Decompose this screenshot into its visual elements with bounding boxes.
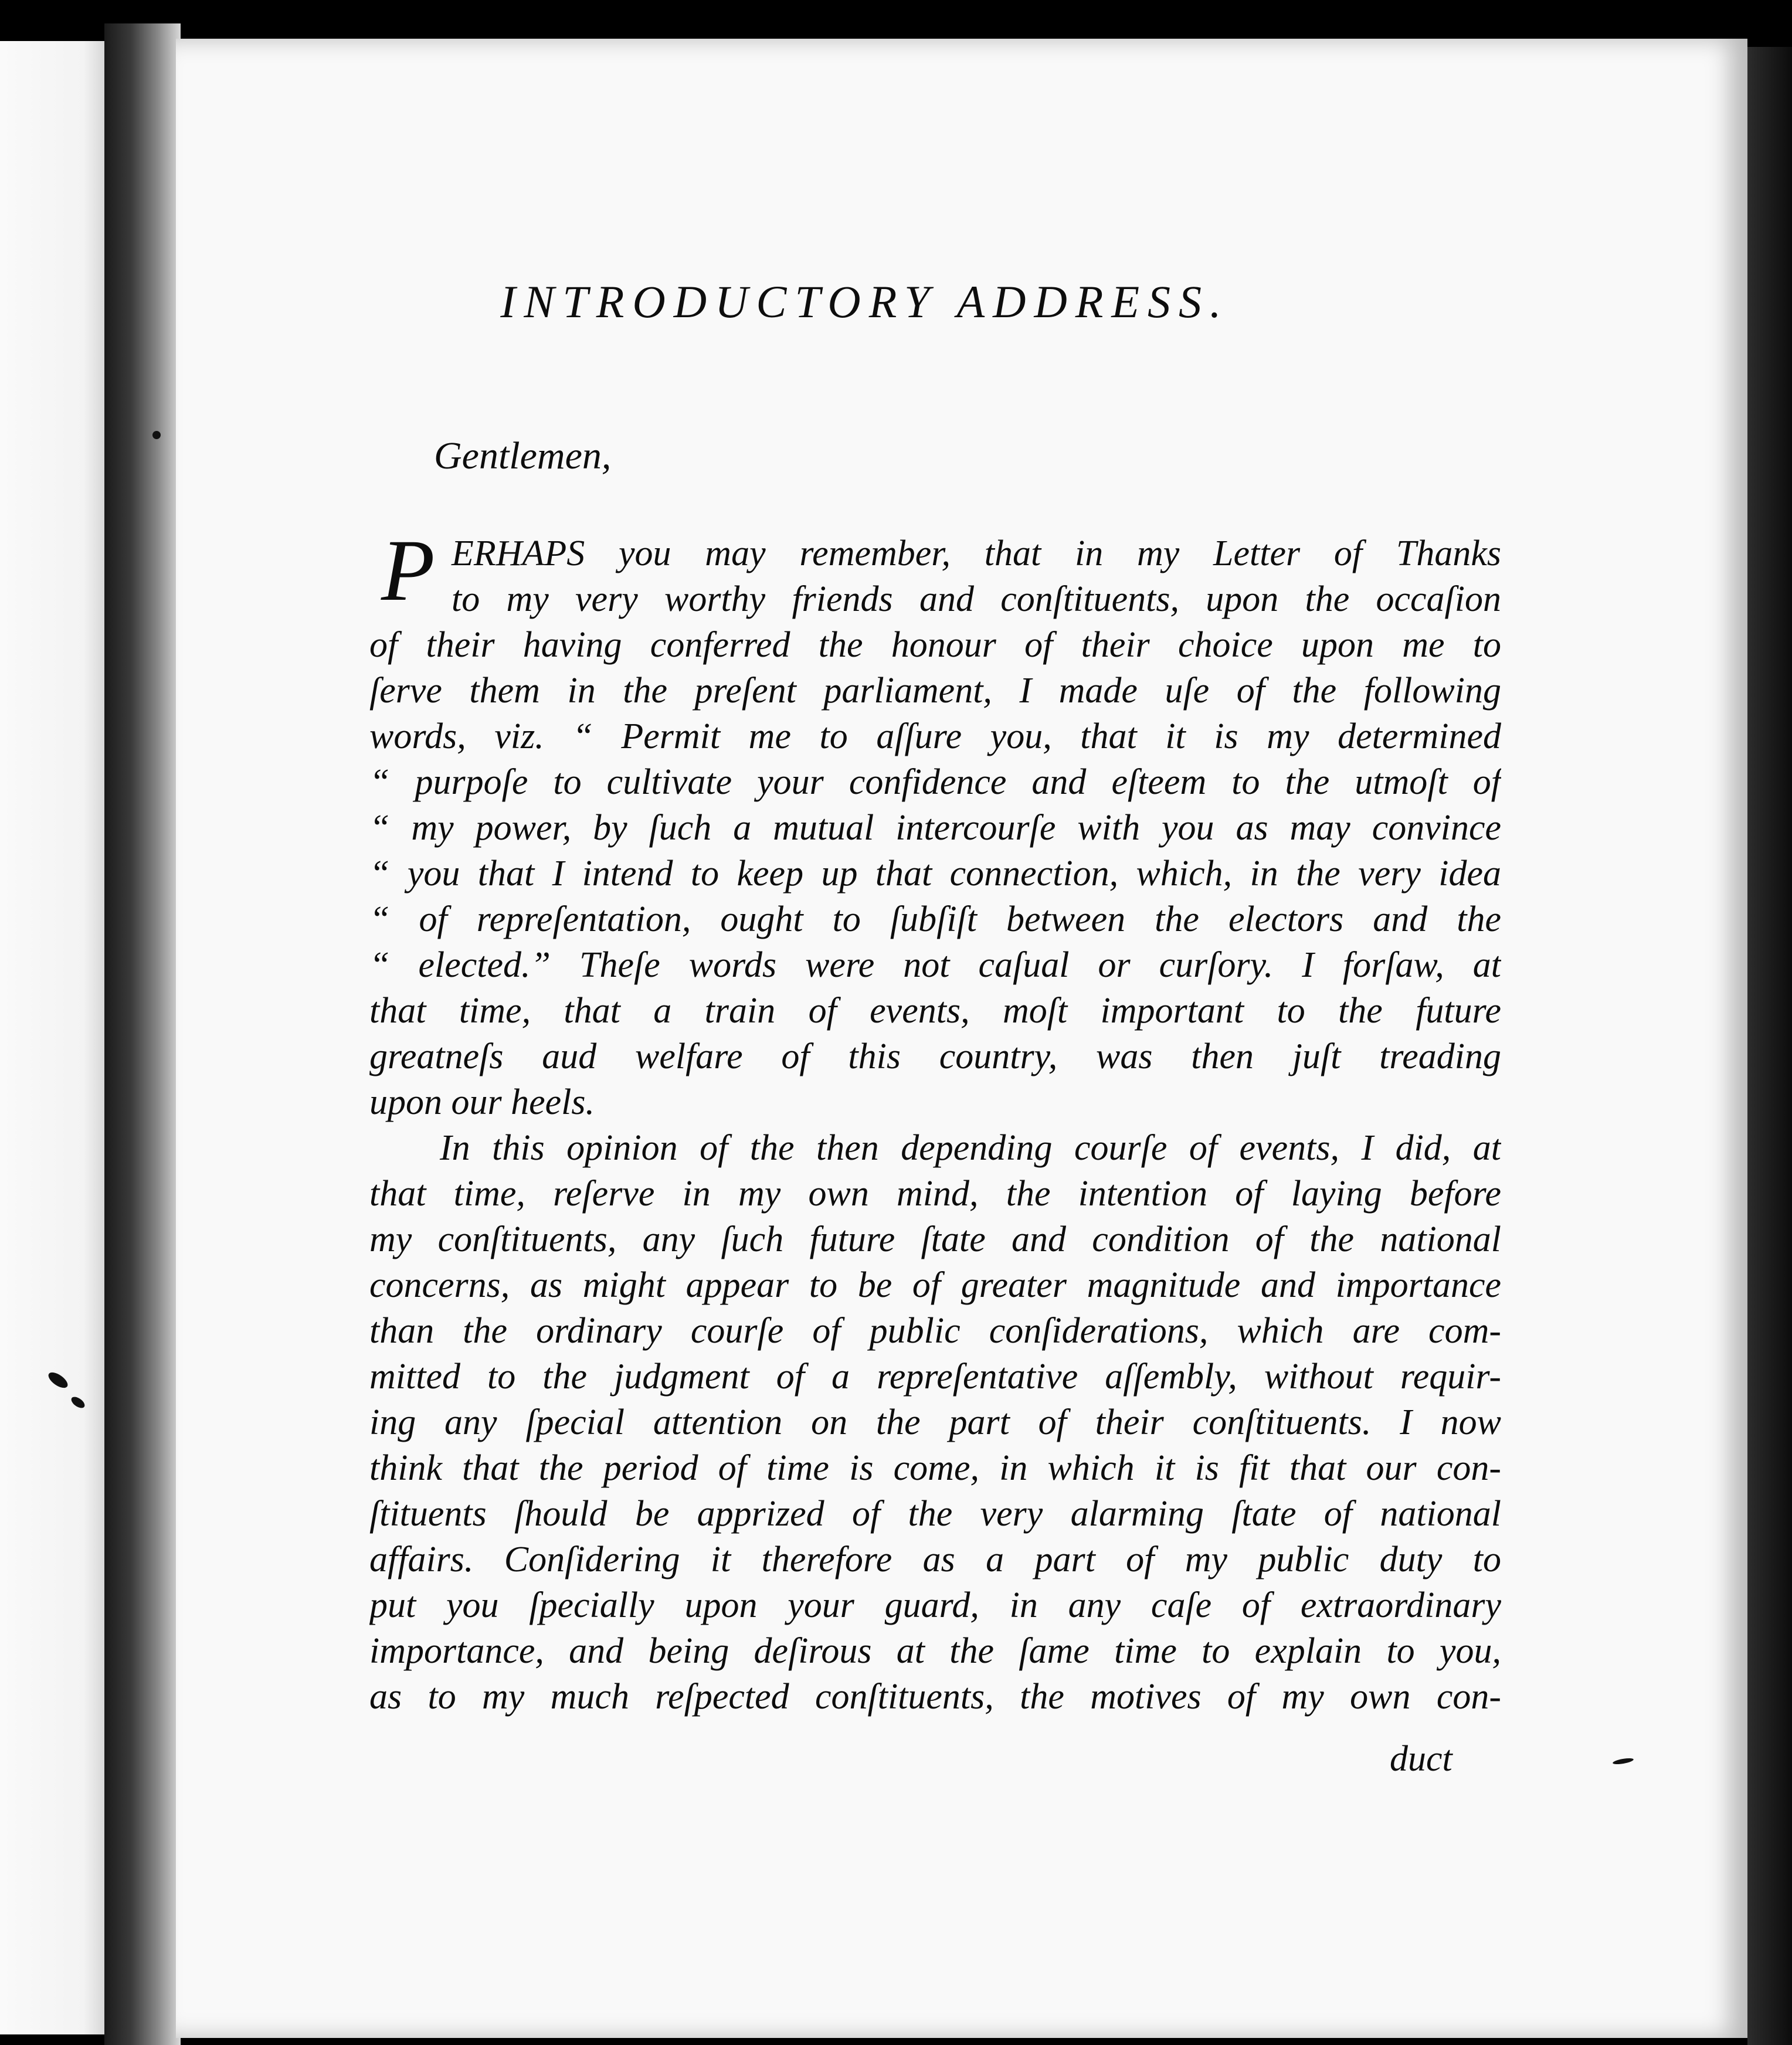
text-line: “ elected.” Theſe words were not caſual or curſory. I forſaw, at [369, 945, 1501, 985]
text-line: “ you that I intend to keep up that connection, which, in the very idea [369, 854, 1501, 894]
text-line: to my very worthy friends and conſtituents, upon the occaſion [452, 579, 1501, 619]
text-line: ing any ſpecial attention on the part of their conſtituents. I now [369, 1402, 1501, 1442]
text-line: ERHAPS you may remember, that in my Letter of Thanks [452, 534, 1501, 573]
text-line: think that the period of time is come, in which it is fit that our con- [369, 1448, 1501, 1488]
text-line: words, viz. “ Permit me to aſſure you, that it is my determined [369, 716, 1501, 756]
text-line: than the ordinary courſe of public conſiderations, which are com- [369, 1311, 1501, 1351]
text-line: put you ſpecially upon your guard, in any caſe of extraordinary [369, 1585, 1501, 1625]
text-line: mitted to the judgment of a repreſentative aſſembly, without requir- [369, 1357, 1501, 1397]
text-line: upon our heels. [369, 1082, 595, 1122]
drop-cap: P [381, 522, 435, 619]
text-line: importance, and being deſirous at the ſame time to explain to you, [369, 1631, 1501, 1671]
ink-speck [152, 431, 161, 439]
text-line: as to my much reſpected conſtituents, the motives of my own con- [369, 1677, 1501, 1717]
text-line: my conſtituents, any ſuch future ſtate and condition of the national [369, 1219, 1501, 1259]
book-gutter [104, 23, 181, 2045]
text-line: that time, reſerve in my own mind, the intention of laying before [369, 1174, 1501, 1214]
text-line: “ of repreſentation, ought to ſubſiſt between the electors and the [369, 899, 1501, 939]
text-line: concerns, as might appear to be of greater magnitude and importance [369, 1265, 1501, 1305]
text-line: of their having conferred the honour of their choice upon me to [369, 625, 1501, 665]
text-line: ſtituents ſhould be apprized of the very alarming ſtate of national [369, 1494, 1501, 1534]
facing-page-edge [0, 41, 104, 2034]
page-heading: INTRODUCTORY ADDRESS. [500, 276, 1230, 327]
salutation: Gentlemen, [434, 434, 612, 477]
text-line: “ purpoſe to cultivate your confidence and eſteem to the utmoſt of [369, 762, 1501, 802]
text-line: that time, that a train of events, moſt important to the future [369, 991, 1501, 1031]
text-line: ſerve them in the preſent parliament, I made uſe of the following [369, 671, 1501, 711]
text-line: In this opinion of the then depending courſe of events, I did, at [440, 1128, 1501, 1168]
page-edge-shadow [1747, 47, 1792, 2045]
text-line: greatneſs aud welfare of this country, was then juſt treading [369, 1037, 1501, 1076]
text-line: affairs. Conſidering it therefore as a part of my public duty to [369, 1540, 1501, 1579]
catchword: duct [1390, 1739, 1452, 1779]
text-line: “ my power, by ſuch a mutual intercourſe with you as may convince [369, 808, 1501, 848]
body-text [369, 531, 1501, 1720]
